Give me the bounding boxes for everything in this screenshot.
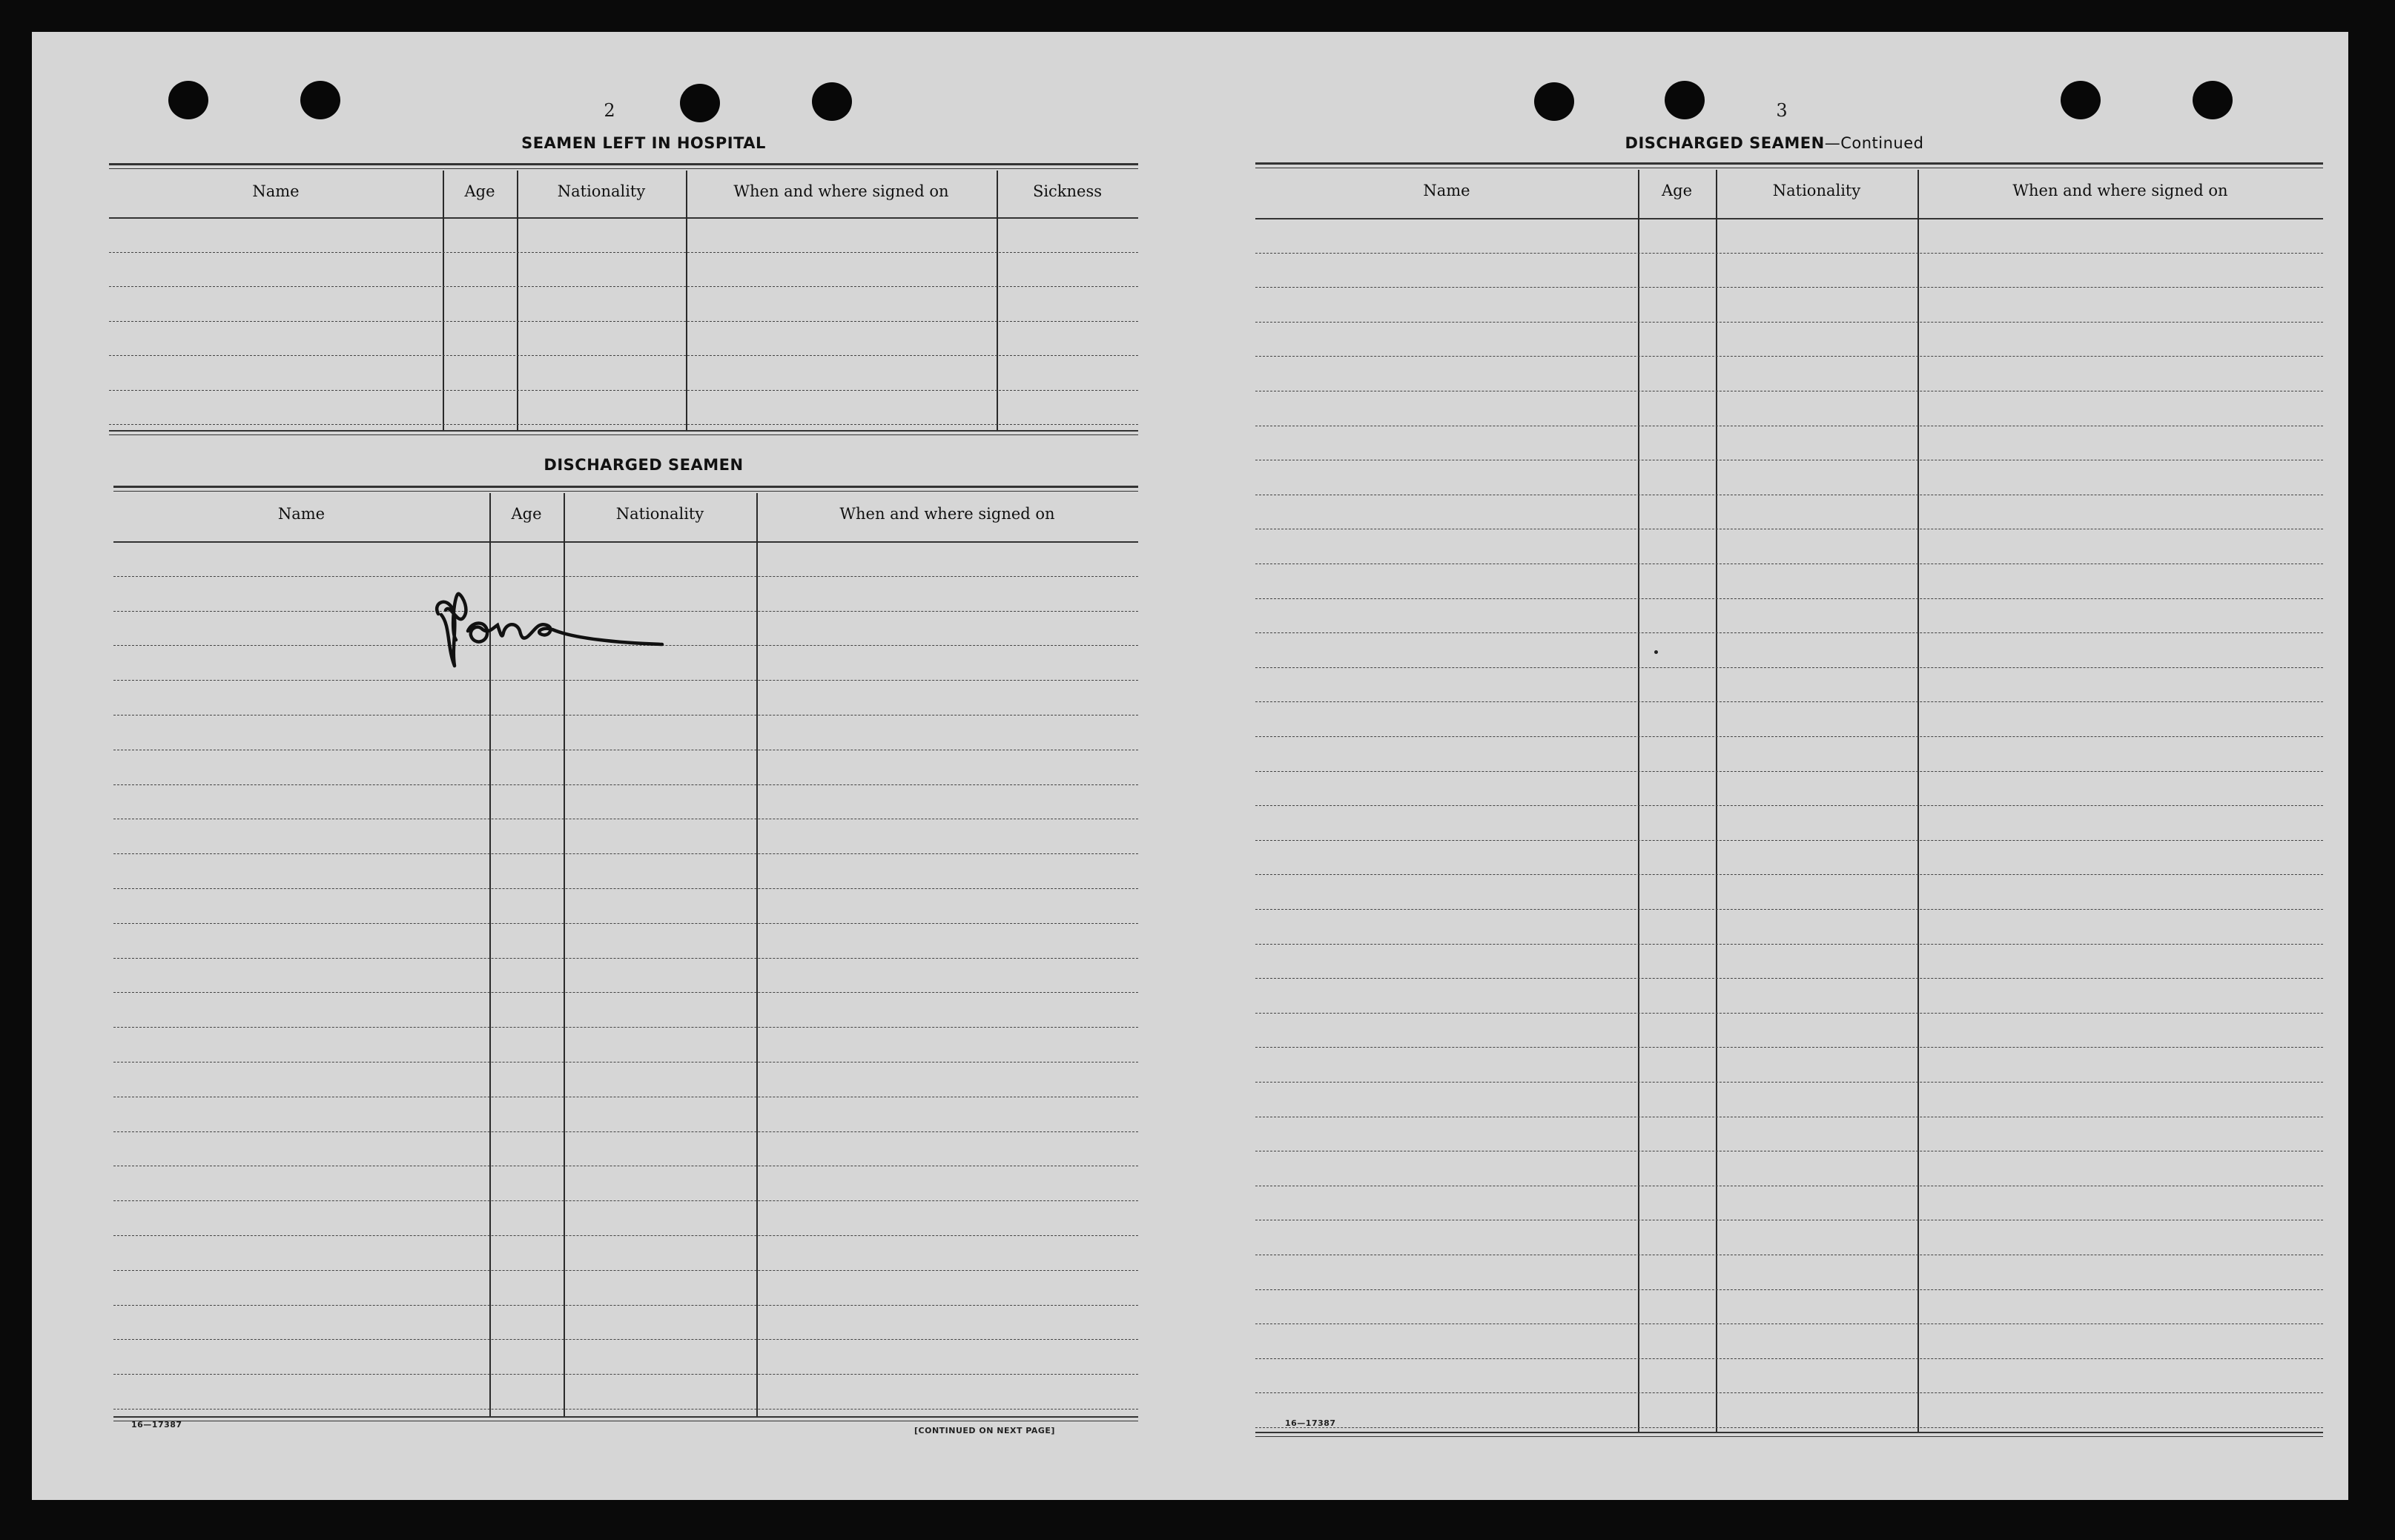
discharged-section-title: DISCHARGED SEAMEN [544, 456, 744, 474]
row-rule [1255, 909, 2323, 910]
table-bottom-rule [1255, 1436, 2323, 1437]
column-divider [997, 171, 998, 430]
row-rule [109, 390, 1138, 391]
punch-hole [680, 84, 720, 122]
column-divider [443, 171, 444, 430]
column-header: When and where signed on [2012, 182, 2228, 199]
column-divider [756, 493, 758, 1416]
row-rule [113, 1374, 1138, 1375]
column-header: Age [1661, 182, 1693, 199]
row-rule [1255, 874, 2323, 875]
row-rule [113, 1339, 1138, 1340]
punch-hole [168, 81, 208, 119]
punch-hole [812, 82, 852, 121]
handwritten-none [425, 588, 707, 677]
row-rule [1255, 701, 2323, 702]
table-top-rule [109, 163, 1138, 165]
row-rule [113, 888, 1138, 889]
table-bottom-rule [113, 1416, 1138, 1418]
table-top-rule [1255, 162, 2323, 165]
punch-hole [1534, 82, 1574, 121]
table-bottom-rule [109, 430, 1138, 432]
column-divider [1917, 170, 1919, 1432]
table-top-rule [113, 486, 1138, 488]
column-header: Age [464, 182, 495, 200]
row-rule [1255, 1427, 2323, 1428]
row-rule [113, 680, 1138, 681]
row-rule [1255, 1358, 2323, 1359]
row-rule [113, 715, 1138, 716]
table-top-rule [109, 168, 1138, 169]
row-rule [109, 424, 1138, 425]
column-divider [1716, 170, 1717, 1432]
row-rule [1255, 736, 2323, 737]
row-rule [1255, 805, 2323, 806]
row-rule [109, 252, 1138, 253]
column-divider [517, 171, 518, 430]
row-rule [113, 923, 1138, 924]
row-rule [1255, 978, 2323, 979]
row-rule [1255, 840, 2323, 841]
column-header: Name [277, 505, 326, 523]
row-rule [1255, 944, 2323, 945]
table-top-rule [113, 491, 1138, 492]
column-divider [686, 171, 687, 430]
row-rule [109, 355, 1138, 356]
row-rule [1255, 667, 2323, 668]
row-rule [113, 1409, 1138, 1410]
column-header: Nationality [1772, 182, 1861, 199]
table-bottom-rule [1255, 1432, 2323, 1433]
punch-hole [1665, 81, 1705, 119]
column-header: Nationality [615, 505, 704, 523]
punch-hole [300, 81, 340, 119]
row-rule [109, 321, 1138, 322]
row-rule [113, 1062, 1138, 1063]
hospital-table [109, 163, 1138, 467]
table-header-rule [113, 541, 1138, 543]
column-header: Age [511, 505, 542, 523]
row-rule [113, 1131, 1138, 1132]
discharged-continued-title [1478, 134, 2071, 152]
paper-speck [1654, 650, 1658, 654]
row-rule [113, 1270, 1138, 1271]
row-rule [1255, 1013, 2323, 1014]
table-bottom-rule [109, 434, 1138, 435]
discharged-continued-title-suffix: —Continued [1824, 134, 1924, 152]
row-rule [113, 784, 1138, 785]
register-sheet [32, 32, 2348, 1500]
column-header: When and where signed on [839, 505, 1055, 523]
row-rule [1255, 1323, 2323, 1324]
row-rule [1255, 1289, 2323, 1290]
row-rule [1255, 253, 2323, 254]
row-rule [1255, 287, 2323, 288]
row-rule [113, 958, 1138, 959]
column-header: When and where signed on [733, 182, 949, 200]
table-header-rule [109, 217, 1138, 219]
row-rule [113, 992, 1138, 993]
row-rule [1255, 1082, 2323, 1083]
row-rule [113, 576, 1138, 577]
row-rule [1255, 322, 2323, 323]
row-rule [1255, 356, 2323, 357]
row-rule [1255, 632, 2323, 633]
row-rule [113, 1200, 1138, 1201]
row-rule [1255, 1047, 2323, 1048]
punch-hole [2193, 81, 2233, 119]
column-header: Name [252, 182, 300, 200]
column-divider [1638, 170, 1639, 1432]
row-rule [1255, 771, 2323, 772]
continued-table [1255, 162, 2323, 1453]
row-rule [113, 1305, 1138, 1306]
continued-note: [CONTINUED ON NEXT PAGE] [914, 1426, 1055, 1435]
row-rule [113, 1235, 1138, 1236]
row-rule [1255, 1392, 2323, 1393]
row-rule [113, 1027, 1138, 1028]
row-rule [1255, 598, 2323, 599]
table-header-rule [1255, 218, 2323, 219]
discharged-continued-title-main: DISCHARGED SEAMEN [1625, 134, 1825, 152]
form-number: 16—17387 [1285, 1418, 1336, 1428]
hospital-section-title: SEAMEN LEFT IN HOSPITAL [521, 134, 766, 152]
column-header: Sickness [1032, 182, 1103, 200]
form-number: 16—17387 [131, 1420, 182, 1430]
column-header: Name [1423, 182, 1470, 199]
punch-hole [2061, 81, 2101, 119]
page-number: 3 [1776, 100, 1788, 121]
row-rule [109, 286, 1138, 287]
row-rule [113, 853, 1138, 854]
page-number: 2 [604, 100, 615, 121]
column-header: Nationality [557, 182, 646, 200]
